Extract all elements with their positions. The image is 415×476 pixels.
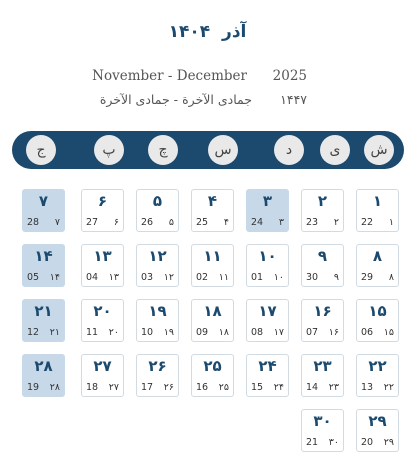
day-cell[interactable] <box>22 189 65 232</box>
gregorian-day-number: 12 <box>27 327 40 338</box>
persian-day-number: ۹ <box>317 247 328 265</box>
gregorian-day-number: 13 <box>361 382 374 393</box>
hijri-year: ۱۴۴۷ <box>280 92 307 107</box>
gregorian-day-number: 23 <box>306 217 319 228</box>
day-cell[interactable] <box>22 354 65 397</box>
weekday-label: ج <box>26 135 56 165</box>
persian-day-number: ۱ <box>372 192 383 210</box>
persian-day-number: ۱۱ <box>203 247 222 265</box>
day-cell[interactable] <box>246 299 289 342</box>
gregorian-day-number: 05 <box>27 272 40 283</box>
weekday-label: س <box>208 135 238 165</box>
calendar-title <box>0 22 415 42</box>
day-cell[interactable] <box>191 354 234 397</box>
day-cell[interactable] <box>191 299 234 342</box>
hijri-day-number: ۲۵ <box>218 382 229 393</box>
day-cell[interactable] <box>301 354 344 397</box>
hijri-day-number: ۱۸ <box>218 327 229 338</box>
persian-day-number: ۲۸ <box>34 357 53 375</box>
hijri-day-number: ۱۰ <box>273 272 284 283</box>
day-cell[interactable] <box>301 299 344 342</box>
day-cell[interactable] <box>356 299 399 342</box>
gregorian-day-number: 19 <box>27 382 40 393</box>
weekday-label: چ <box>148 135 178 165</box>
hijri-day-number: ۲۳ <box>328 382 339 393</box>
gregorian-day-number: 21 <box>306 437 319 448</box>
gregorian-day-number: 16 <box>196 382 209 393</box>
gregorian-year: 2025 <box>272 68 307 84</box>
day-cell[interactable] <box>356 354 399 397</box>
persian-day-number: ۲۷ <box>93 357 112 375</box>
persian-day-number: ۱۶ <box>313 302 332 320</box>
persian-day-number: ۳۰ <box>313 412 332 430</box>
hijri-day-number: ۷ <box>54 217 60 228</box>
hijri-day-number: ۱۵ <box>383 327 394 338</box>
weekday-header-bar <box>12 131 404 169</box>
hijri-subtitle <box>0 92 415 110</box>
persian-day-number: ۱۴ <box>34 247 53 265</box>
persian-day-number: ۱۷ <box>258 302 277 320</box>
hijri-day-number: ۲۴ <box>273 382 284 393</box>
hijri-day-number: ۲۲ <box>383 382 394 393</box>
day-cell[interactable] <box>136 354 179 397</box>
gregorian-day-number: 08 <box>251 327 264 338</box>
gregorian-day-number: 07 <box>306 327 319 338</box>
hijri-day-number: ۵ <box>168 217 174 228</box>
day-cell[interactable] <box>246 244 289 287</box>
persian-day-number: ۷ <box>38 192 49 210</box>
persian-day-number: ۶ <box>97 192 108 210</box>
persian-month-name: آذر <box>222 22 247 42</box>
gregorian-day-number: 22 <box>361 217 374 228</box>
day-cell[interactable] <box>81 354 124 397</box>
persian-year: ۱۴۰۴ <box>168 22 211 42</box>
persian-day-number: ۲۰ <box>93 302 112 320</box>
hijri-day-number: ۲۱ <box>49 327 60 338</box>
weekday-label: ی <box>320 135 350 165</box>
hijri-day-number: ۱۲ <box>163 272 174 283</box>
gregorian-day-number: 17 <box>141 382 154 393</box>
persian-day-number: ۸ <box>372 247 383 265</box>
day-cell[interactable] <box>246 354 289 397</box>
gregorian-day-number: 27 <box>86 217 99 228</box>
day-cell[interactable] <box>81 244 124 287</box>
day-cell[interactable] <box>22 299 65 342</box>
hijri-day-number: ۱۳ <box>108 272 119 283</box>
gregorian-day-number: 06 <box>361 327 374 338</box>
gregorian-day-number: 25 <box>196 217 209 228</box>
day-cell[interactable] <box>136 189 179 232</box>
gregorian-day-number: 30 <box>306 272 319 283</box>
day-cell[interactable] <box>246 189 289 232</box>
gregorian-day-number: 29 <box>361 272 374 283</box>
persian-day-number: ۲۱ <box>34 302 53 320</box>
persian-day-number: ۱۲ <box>148 247 167 265</box>
hijri-day-number: ۳ <box>278 217 284 228</box>
hijri-day-number: ۸ <box>388 272 394 283</box>
weekday-label: ش <box>364 135 394 165</box>
weekday-label: د <box>274 135 304 165</box>
hijri-day-number: ۹ <box>333 272 339 283</box>
day-cell[interactable] <box>22 244 65 287</box>
hijri-months: جمادی الآخرة - جمادی الآخرة <box>99 92 252 107</box>
persian-day-number: ۲۲ <box>368 357 387 375</box>
persian-day-number: ۲۳ <box>313 357 332 375</box>
hijri-day-number: ۱۶ <box>328 327 339 338</box>
gregorian-day-number: 03 <box>141 272 154 283</box>
gregorian-day-number: 28 <box>27 217 40 228</box>
hijri-day-number: ۲۶ <box>163 382 174 393</box>
persian-day-number: ۳ <box>262 192 273 210</box>
persian-day-number: ۱۸ <box>203 302 222 320</box>
hijri-day-number: ۲۸ <box>49 382 60 393</box>
day-cell[interactable] <box>356 189 399 232</box>
hijri-day-number: ۱۴ <box>49 272 60 283</box>
gregorian-subtitle <box>0 68 415 86</box>
hijri-day-number: ۱۹ <box>163 327 174 338</box>
persian-day-number: ۲ <box>317 192 328 210</box>
hijri-day-number: ۱۷ <box>273 327 284 338</box>
persian-day-number: ۱۵ <box>368 302 387 320</box>
gregorian-day-number: 24 <box>251 217 264 228</box>
hijri-day-number: ۱ <box>388 217 394 228</box>
gregorian-day-number: 01 <box>251 272 264 283</box>
day-cell[interactable] <box>301 409 344 452</box>
day-cell[interactable] <box>356 244 399 287</box>
persian-day-number: ۲۶ <box>148 357 167 375</box>
persian-day-number: ۱۳ <box>93 247 112 265</box>
persian-day-number: ۱۹ <box>148 302 167 320</box>
persian-day-number: ۲۵ <box>203 357 222 375</box>
day-cell[interactable] <box>136 244 179 287</box>
day-cell[interactable] <box>301 244 344 287</box>
persian-day-number: ۴ <box>207 192 218 210</box>
day-cell[interactable] <box>136 299 179 342</box>
day-cell[interactable] <box>356 409 399 452</box>
persian-day-number: ۲۴ <box>258 357 277 375</box>
gregorian-day-number: 09 <box>196 327 209 338</box>
hijri-day-number: ۲۰ <box>108 327 119 338</box>
hijri-day-number: ۶ <box>113 217 119 228</box>
gregorian-day-number: 11 <box>86 327 99 338</box>
day-cell[interactable] <box>191 189 234 232</box>
gregorian-months: November - December <box>92 68 247 84</box>
gregorian-day-number: 10 <box>141 327 154 338</box>
gregorian-day-number: 20 <box>361 437 374 448</box>
gregorian-day-number: 26 <box>141 217 154 228</box>
gregorian-day-number: 04 <box>86 272 99 283</box>
day-cell[interactable] <box>191 244 234 287</box>
day-cell[interactable] <box>81 189 124 232</box>
hijri-day-number: ۴ <box>223 217 229 228</box>
gregorian-day-number: 02 <box>196 272 209 283</box>
hijri-day-number: ۲۷ <box>108 382 119 393</box>
persian-day-number: ۲۹ <box>368 412 387 430</box>
gregorian-day-number: 18 <box>86 382 99 393</box>
hijri-day-number: ۲ <box>333 217 339 228</box>
day-cell[interactable] <box>81 299 124 342</box>
persian-day-number: ۵ <box>152 192 163 210</box>
gregorian-day-number: 15 <box>251 382 264 393</box>
hijri-day-number: ۲۹ <box>383 437 394 448</box>
day-cell[interactable] <box>301 189 344 232</box>
hijri-day-number: ۳۰ <box>328 437 339 448</box>
gregorian-day-number: 14 <box>306 382 319 393</box>
weekday-label: پ <box>94 135 124 165</box>
persian-day-number: ۱۰ <box>258 247 277 265</box>
hijri-day-number: ۱۱ <box>218 272 229 283</box>
